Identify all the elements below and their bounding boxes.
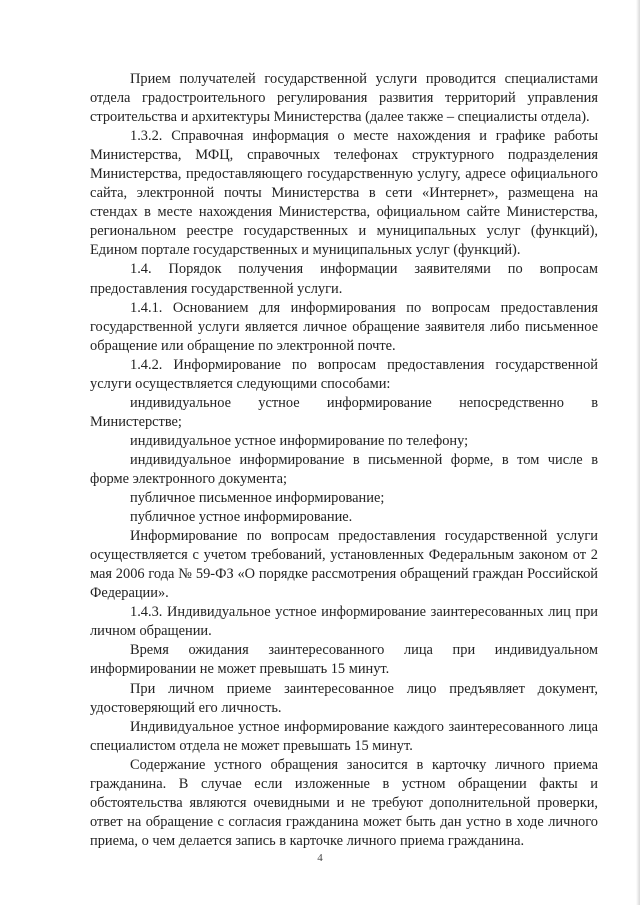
paragraph-1-4-3: 1.4.3. Индивидуальное устное информирование заинтересованных лиц при личном обращении. [90, 604, 598, 640]
paragraph-federal-law: Информирование по вопросам предоставления государственной услуги осуществляется с учетом требований, установленных Федеральным законом от 2 мая 2006 года № 59-ФЗ «О порядке рассмотрения обращений граждан Российской Федерации». [90, 528, 598, 602]
list-item-in-person: индивидуальное устное информирование непосредственно в Министерстве; [90, 394, 598, 430]
paragraph-1-4-1: 1.4.1. Основанием для информирования по вопросам предоставления государственной услуги является личное обращение заявителя либо письменное обращение или обращение по электронной почте. [90, 299, 598, 354]
document-body [90, 70, 598, 851]
paragraph-1-4: 1.4. Порядок получения информации заявителями по вопросам предоставления государственной услуги. [90, 261, 598, 297]
scan-edge-shadow [636, 0, 640, 905]
list-item-public-oral: публичное устное информирование. [130, 509, 353, 526]
paragraph-duration: Индивидуальное устное информирование каждого заинтересованного лица специалистом отдела не может превышать 15 минут. [90, 718, 598, 754]
paragraph-waiting-time: Время ожидания заинтересованного лица при индивидуальном информировании не может превышать 15 минут. [90, 642, 598, 678]
list-item-written: индивидуальное информирование в письменной форме, в том числе в форме электронного документа; [90, 451, 598, 487]
page-number: 4 [317, 852, 323, 864]
list-item-phone: индивидуальное устное информирование по телефону; [130, 432, 469, 449]
paragraph-1-3-2: 1.3.2. Справочная информация о месте нахождения и графике работы Министерства, МФЦ, справочных телефонах структурного подразделения Министерства, предоставляющего государственную услугу, адресе официального сайта, электронной почты Министерства в сети «Интернет», размещена на стендах в месте нахождения Министерства, официальном сайте Министерства, региональном реестре государственных и муниципальных услуг (функций), Едином портале государственных и муниципальных услуг (функций). [90, 128, 598, 259]
paragraph-record-card: Содержание устного обращения заносится в карточку личного приема гражданина. В случае если изложенные в устном обращении факты и обстоятельства являются очевидными и не требуют дополнительной проверки, ответ на обращение с согласия гражданина может быть дан устно в ходе личного приема, о чем делается запись в карточке личного приема гражданина. [90, 756, 598, 849]
paragraph-reception: Прием получателей государственной услуги проводится специалистами отдела градостроительного регулирования развития территорий управления строительства и архитектуры Министерства (далее также – специалисты отдела). [90, 71, 598, 126]
paragraph-1-4-2: 1.4.2. Информирование по вопросам предоставления государственной услуги осуществляется следующими способами: [90, 356, 598, 392]
list-item-public-written: публичное письменное информирование; [130, 490, 385, 507]
paragraph-identity-document: При личном приеме заинтересованное лицо предъявляет документ, удостоверяющий его личность. [90, 680, 598, 716]
